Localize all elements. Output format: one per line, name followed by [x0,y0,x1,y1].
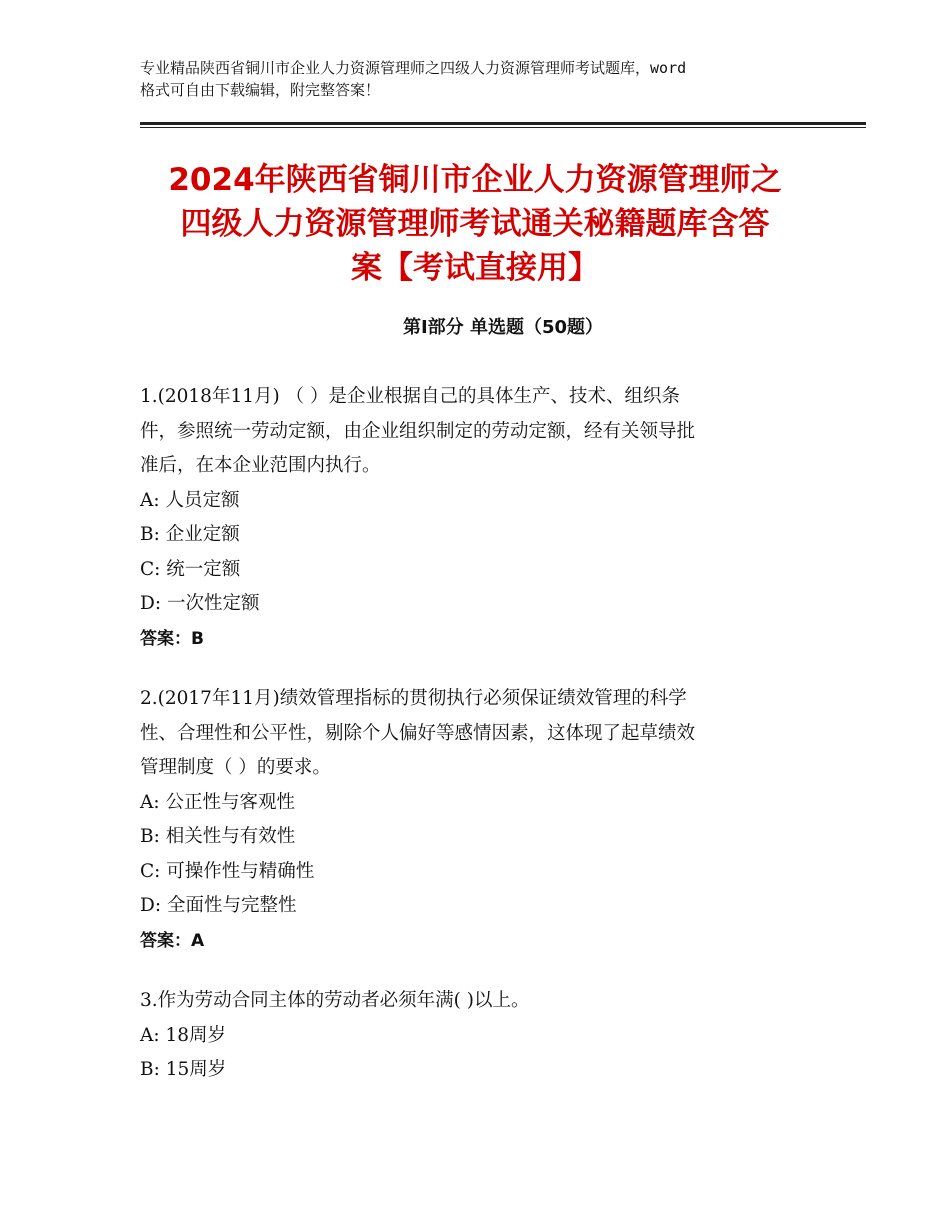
option-c: C: 统一定额 [140,558,241,580]
option-a: A: 18周岁 [140,1024,227,1046]
question-text-line: 准后，在本企业范围内执行。 [140,455,381,476]
option-b: B: 相关性与有效性 [140,826,296,847]
option-a: A: 人员定额 [140,489,240,511]
title-line-3: 案【考试直接用】 [351,250,599,286]
question-text-line: 件，参照统一劳动定额，由企业组织制定的劳动定额，经有关领导批 [140,420,696,442]
option-b: B: 15周岁 [140,1059,227,1080]
option-b: B: 企业定额 [140,524,240,545]
header-rule-thick [140,122,866,125]
header-note [140,57,830,101]
header-rule-thin [140,127,866,128]
title-line-1: 2024年陕西省铜川市企业人力资源管理师之 [168,162,782,198]
question-text-line: 3.作为劳动合同主体的劳动者必须年满( )以上。 [140,990,530,1011]
question-list [140,380,820,1114]
answer-label: 答案：B [140,628,204,649]
question-1 [140,380,820,656]
section-title: 第Ⅰ部分 单选题（50题） [402,317,603,338]
header-note-line-2: 格式可自由下载编辑，附完整答案！ [140,81,381,99]
option-d: D: 一次性定额 [140,593,260,614]
question-text-line: 管理制度（ ）的要求。 [140,757,331,778]
question-text-line: 性、合理性和公平性，剔除个人偏好等感情因素，这体现了起草绩效 [140,722,696,744]
question-text-line: 1.(2018年11月) （ ）是企业根据自己的具体生产、技术、组织条 [140,386,680,407]
title-line-2: 四级人力资源管理师考试通关秘籍题库含答 [180,206,770,242]
question-text-line: 2.(2017年11月)绩效管理指标的贯彻执行必须保证绩效管理的科学 [140,688,687,709]
option-d: D: 全面性与完整性 [140,895,297,916]
document-title [130,158,820,290]
header-note-line-1: 专业精品陕西省铜川市企业人力资源管理师之四级人力资源管理师考试题库，word [140,59,687,77]
answer-label: 答案：A [140,930,205,951]
option-a: A: 公正性与客观性 [140,791,295,813]
question-2 [140,682,820,958]
option-c: C: 可操作性与精确性 [140,860,315,882]
question-3 [140,984,820,1088]
